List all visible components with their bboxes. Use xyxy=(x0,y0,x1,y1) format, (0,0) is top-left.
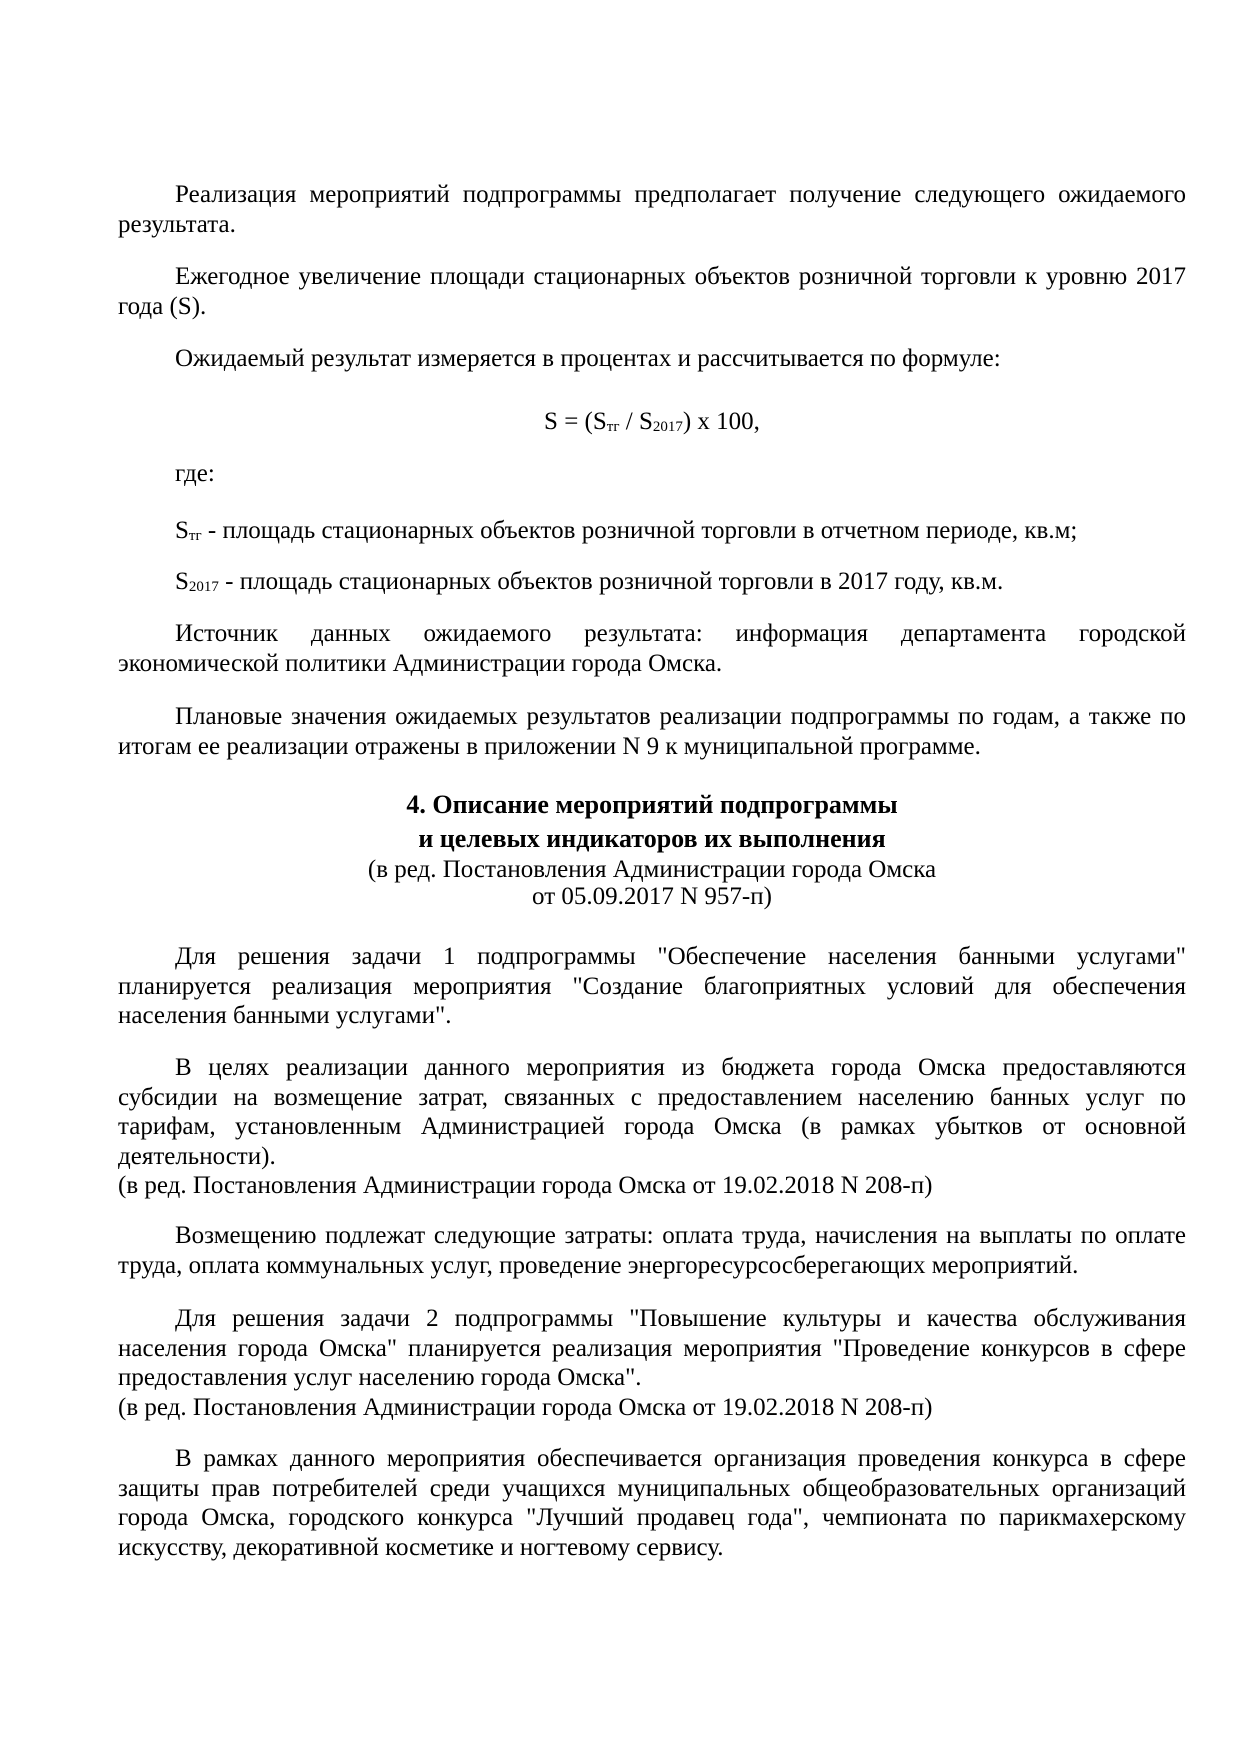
paragraph-measurement: Ожидаемый результат измеряется в процентах и рассчитывается по формуле: xyxy=(175,345,1001,372)
paragraph-data-source: Источник данных ожидаемого результата: информация департамента городской экономической политики Администрации города Омска. xyxy=(118,620,1186,677)
definition-s-tg: $S_{тг}$ - площадь стационарных объектов розничной торговли в отчетном периоде, кв.м; xyxy=(175,517,1078,544)
paragraph-task2: Для решения задачи 2 подпрограммы "Повышение культуры и качества обслуживания населения города Омска" планируется реализация мероприятия "Проведение конкурсов в сфере предоставления услуг населению города Омска". (в ред. Постановления Администрации города Омска от 19.02.2018 N 208-п) xyxy=(118,1305,1186,1421)
section-amendment-line2: от 05.09.2017 N 957-п) xyxy=(532,883,772,910)
section-amendment-line1: (в ред. Постановления Администрации города Омска xyxy=(367,856,937,883)
where-label: где: xyxy=(175,460,215,487)
paragraph-expected-result: Реализация мероприятий подпрограммы предполагает получение следующего ожидаемого результата. xyxy=(118,181,1186,238)
formula: $S = (S_{тг} / S_{2017})$ х 100, xyxy=(544,408,760,435)
paragraph-subsidies: В целях реализации данного мероприятия из бюджета города Омска предоставляются субсидии на возмещение затрат, связанных с предоставлением населению банных услуг по тарифам, установленным Администрацией города Омска (в рамках убытков от основной деятельности). (в ред. Постановления Администрации города Омска от 19.02.2018 N 208-п) xyxy=(118,1054,1186,1199)
amendment-note: (в ред. Постановления Администрации города Омска от 19.02.2018 N 208-п) xyxy=(118,1172,933,1199)
paragraph-task1: Для решения задачи 1 подпрограммы "Обеспечение населения банными услугами" планируется реализация мероприятия "Создание благоприятных условий для обеспечения населения банными услугами". xyxy=(118,943,1186,1029)
paragraph-reimbursement: Возмещению подлежат следующие затраты: оплата труда, начисления на выплаты по оплате труда, оплата коммунальных услуг, проведение энергоресурсосберегающих мероприятий. xyxy=(118,1222,1186,1279)
paragraph-annual-increase: Ежегодное увеличение площади стационарных объектов розничной торговли к уровню 2017 года (S). xyxy=(118,263,1186,320)
section-heading-line2: и целевых индикаторов их выполнения xyxy=(418,824,886,853)
amendment-note: (в ред. Постановления Администрации города Омска от 19.02.2018 N 208-п) xyxy=(118,1393,933,1421)
definition-s-2017: $S_{2017}$ - площадь стационарных объектов розничной торговли в 2017 году, кв.м. xyxy=(175,568,1004,595)
paragraph-contests: В рамках данного мероприятия обеспечивается организация проведения конкурса в сфере защиты прав потребителей среди учащихся муниципальных общеобразовательных организаций города Омска, городского конкурса "Лучший продавец года", чемпионата по парикмахерскому искусству, декоративной косметике и ногтевому сервису. xyxy=(118,1445,1186,1561)
paragraph-planned-values: Плановые значения ожидаемых результатов реализации подпрограммы по годам, а также по итогам ее реализации отражены в приложении N 9 к муниципальной программе. xyxy=(118,703,1186,760)
section-heading-line1: 4. Описание мероприятий подпрограммы xyxy=(406,790,898,819)
